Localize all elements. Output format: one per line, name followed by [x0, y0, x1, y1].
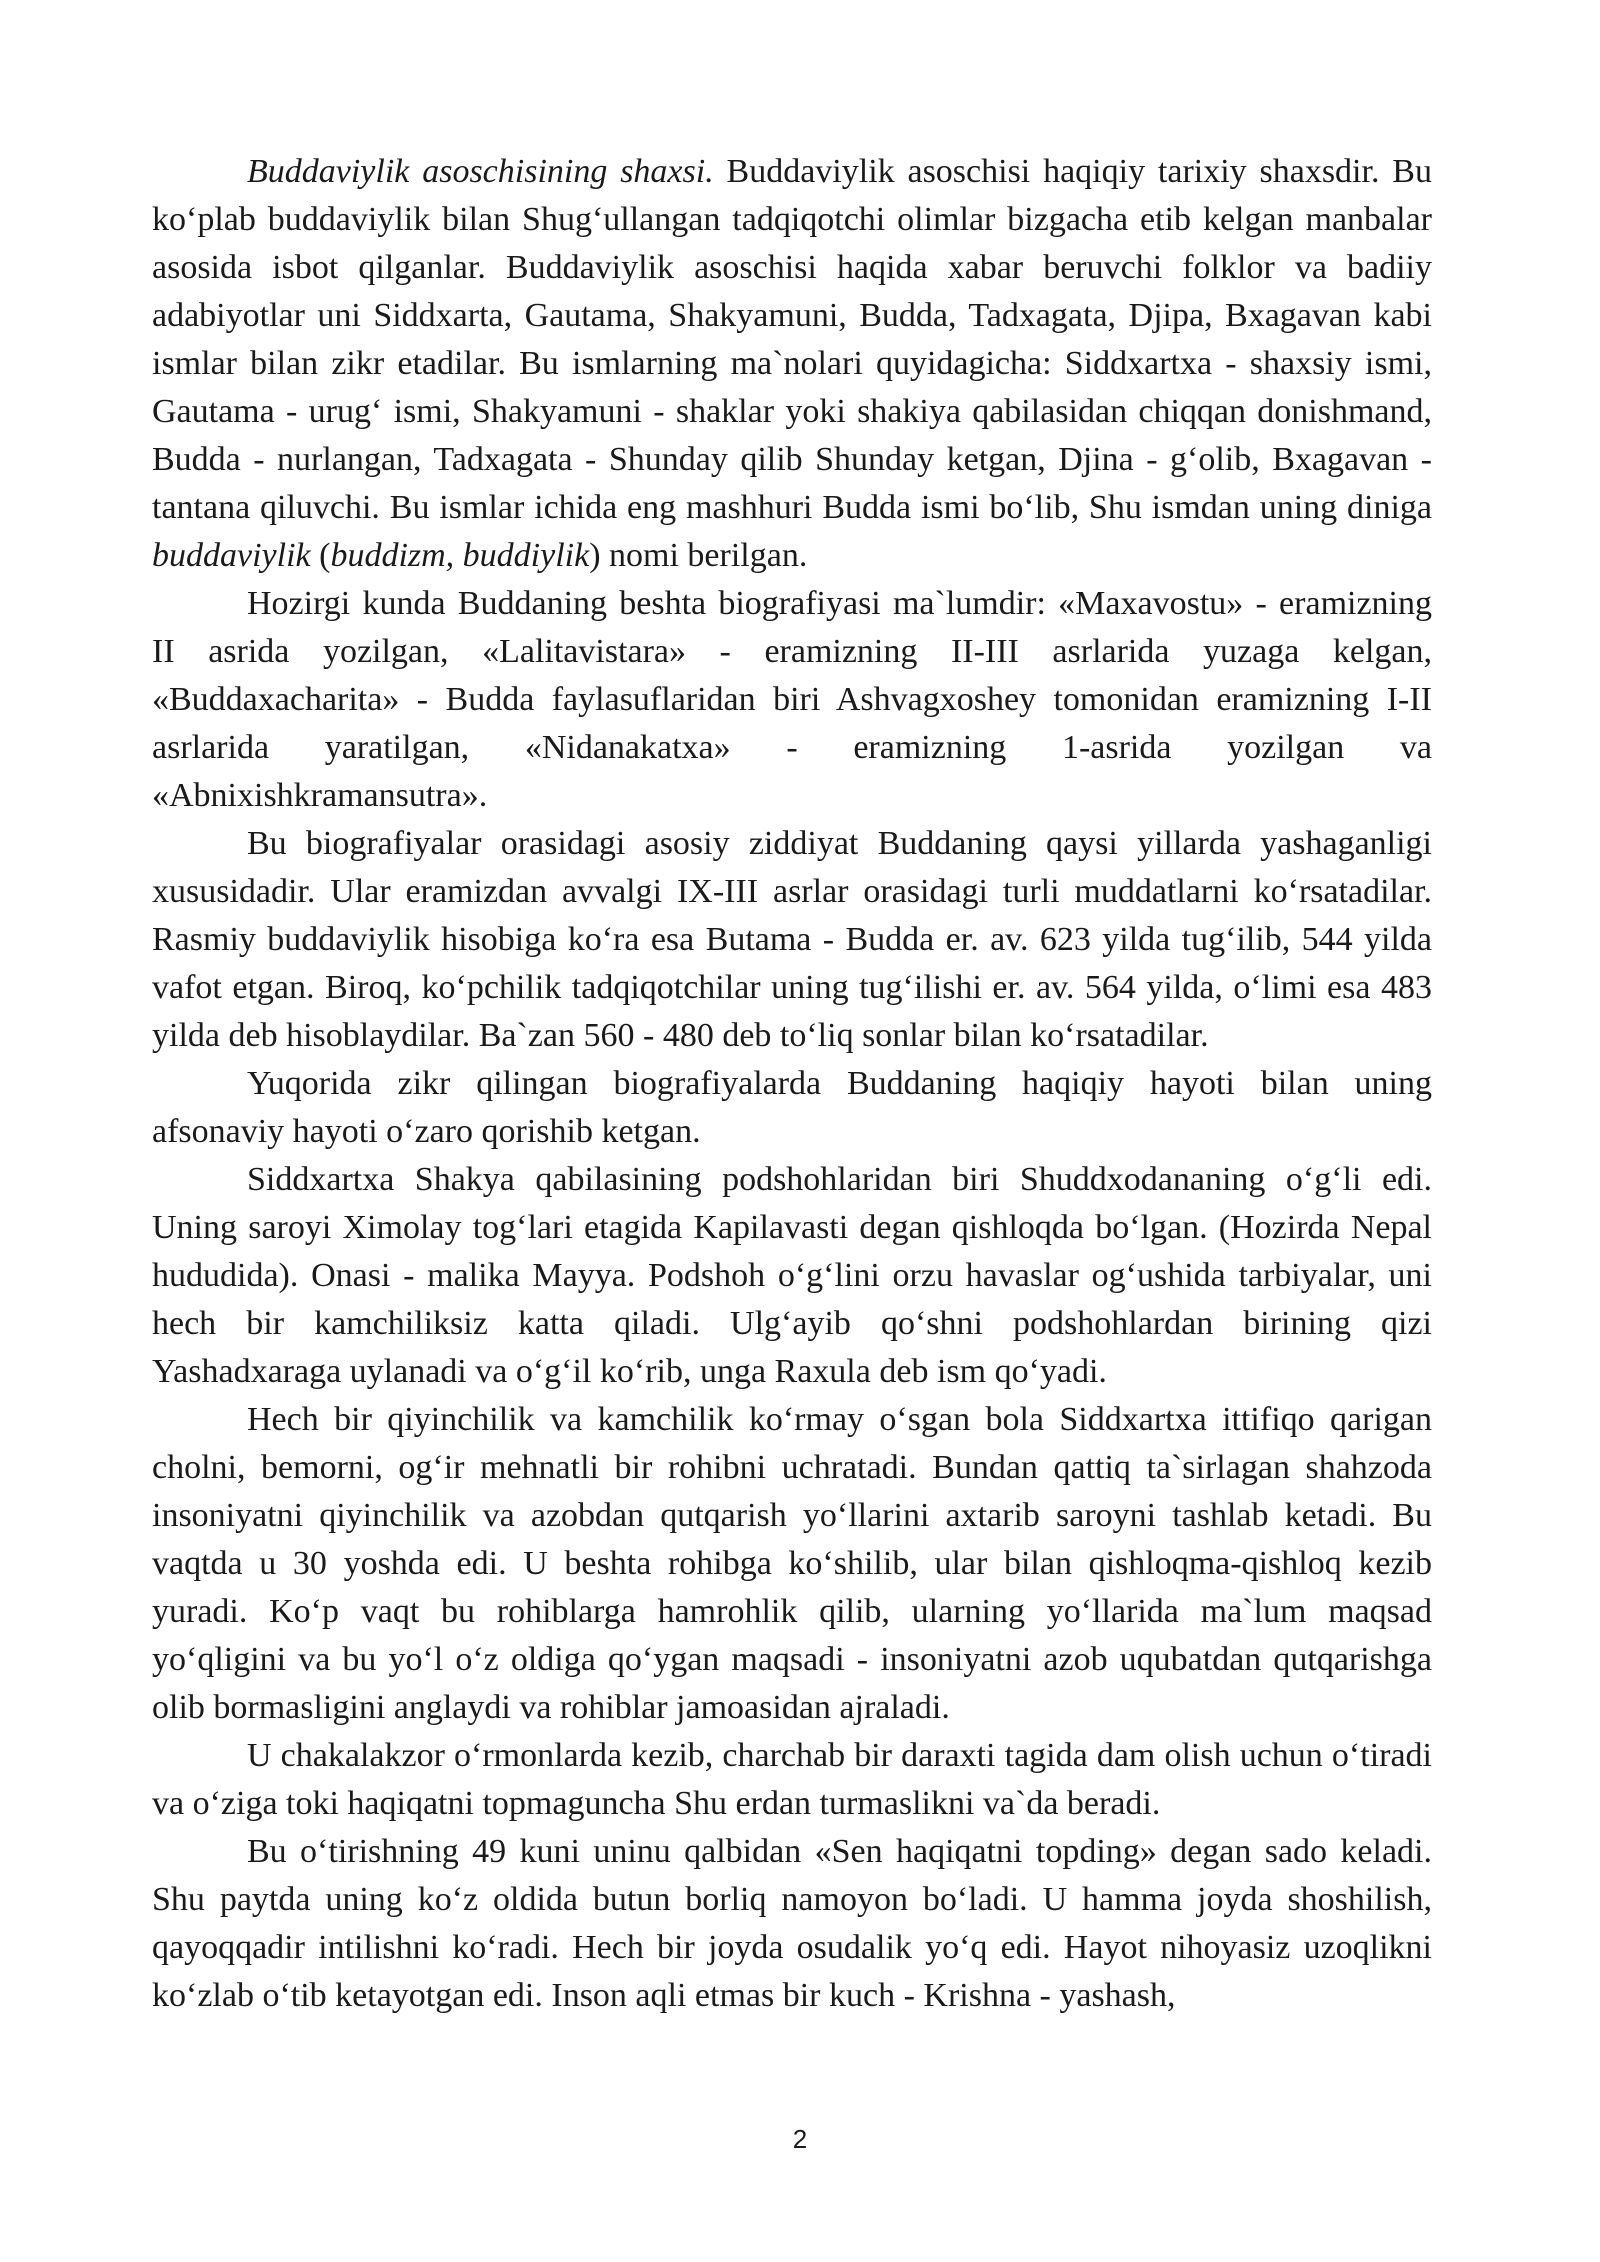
- paragraph-1-text-b: (: [310, 537, 331, 574]
- paragraph-2: Hozirgi kunda Buddaning beshta biografiyasi ma`lumdir: «Maxavostu» - eramizning II asrida yozilgan, «Lalitavistara» - eramizning II-III asrlarida yuzaga kelgan, «Buddaxacharita» - Budda faylasuflaridan biri Ashvagxoshey tomonidan eramizning I-II asrlarida yaratilgan, «Nidanakatxa» - eramizning 1-asrida yozilgan va «Abnixishkramansutra».: [152, 585, 1432, 814]
- paragraph-1-text-c: ) nomi berilgan.: [589, 537, 808, 574]
- term-buddizm: buddizm, buddiylik: [330, 537, 590, 574]
- page-number: 2: [792, 2124, 808, 2154]
- term-buddaviylik: buddaviylik: [152, 537, 311, 574]
- paragraph-3: Bu biografiyalar orasidagi asosiy ziddiyat Buddaning qaysi yillarda yashaganligi xususidadir. Ular eramizdan avvalgi IX-III asrlar orasidagi turli muddatlarni ko‘rsatadilar. Rasmiy buddaviylik hisobiga ko‘ra esa Butama - Budda er. av. 623 yilda tug‘ilib, 544 yilda vafot etgan. Biroq, ko‘pchilik tadqiqotchilar uning tug‘ilishi er. av. 564 yilda, o‘limi esa 483 yilda deb hisoblaydilar. Ba`zan 560 - 480 deb to‘liq sonlar bilan ko‘rsatadilar.: [152, 825, 1432, 1054]
- document-page: [152, 148, 1432, 2020]
- paragraph-4: Yuqorida zikr qilingan biografiyalarda Buddaning haqiqiy hayoti bilan uning afsonaviy hayoti o‘zaro qorishib ketgan.: [152, 1065, 1432, 1150]
- paragraph-1: [152, 148, 1432, 580]
- paragraph-5: Siddxartxa Shakya qabilasining podshohlaridan biri Shuddxodananing o‘g‘li edi. Uning saroyi Ximolay tog‘lari etagida Kapilavasti degan qishloqda bo‘lgan. (Hozirda Nepal hududida). Onasi - malika Mayya. Podshoh o‘g‘lini orzu havaslar og‘ushida tarbiyalar, uni hech bir kamchiliksiz katta qiladi. Ulg‘ayib qo‘shni podshohlardan birining qizi Yashadxaraga uylanadi va o‘g‘il ko‘rib, unga Raxula deb ism qo‘yadi.: [152, 1161, 1432, 1390]
- paragraph-6: Hech bir qiyinchilik va kamchilik ko‘rmay o‘sgan bola Siddxartxa ittifiqo qarigan cholni, bemorni, og‘ir mehnatli bir rohibni uchratadi. Bundan qattiq ta`sirlagan shahzoda insoniyatni qiyinchilik va azobdan qutqarish yo‘llarini axtarib saroyni tashlab ketadi. Bu vaqtda u 30 yoshda edi. U beshta rohibga ko‘shilib, ular bilan qishloqma-qishloq kezib yuradi. Ko‘p vaqt bu rohiblarga hamrohlik qilib, ularning yo‘llarida ma`lum maqsad yo‘qligini va bu yo‘l o‘z oldiga qo‘ygan maqsadi - insoniyatni azob uqubatdan qutqarishga olib bormasligini anglaydi va rohiblar jamoasidan ajraladi.: [152, 1401, 1432, 1726]
- paragraph-7: U chakalakzor o‘rmonlarda kezib, charchab bir daraxti tagida dam olish uchun o‘tiradi va o‘ziga toki haqiqatni topmaguncha Shu erdan turmaslikni va`da beradi.: [152, 1737, 1432, 1822]
- paragraph-8: Bu o‘tirishning 49 kuni uninu qalbidan «Sen haqiqatni topding» degan sado keladi. Shu paytda uning ko‘z oldida butun borliq namoyon bo‘ladi. U hamma joyda shoshilish, qayoqqadir intilishni ko‘radi. Hech bir joyda osudalik yo‘q edi. Hayot nihoyasiz uzoqlikni ko‘zlab o‘tib ketayotgan edi. Inson aqli etmas bir kuch - Krishna - yashash,: [152, 1833, 1432, 2014]
- section-heading: Buddaviylik asoschisining shaxsi.: [247, 153, 714, 190]
- paragraph-1-text-a: Buddaviylik asoschisi haqiqiy tarixiy shaxsdir. Bu ko‘plab buddaviylik bilan Shug‘ullangan tadqiqotchi olimlar bizgacha etib kelgan manbalar asosida isbot qilganlar. Buddaviylik asoschisi haqida xabar beruvchi folklor va badiiy adabiyotlar uni Siddxarta, Gautama, Shakyamuni, Budda, Tadxagata, Djipa, Bxagavan kabi ismlar bilan zikr etadilar. Bu ismlarning ma`nolari quyidagicha: Siddxartxa - shaxsiy ismi, Gautama - urug‘ ismi, Shakyamuni - shaklar yoki shakiya qabilasidan chiqqan donishmand, Budda - nurlangan, Tadxagata - Shunday qilib Shunday ketgan, Djina - g‘olib, Bxagavan - tantana qiluvchi. Bu ismlar ichida eng mashhuri Budda ismi bo‘lib, Shu ismdan uning diniga: [152, 153, 1432, 526]
